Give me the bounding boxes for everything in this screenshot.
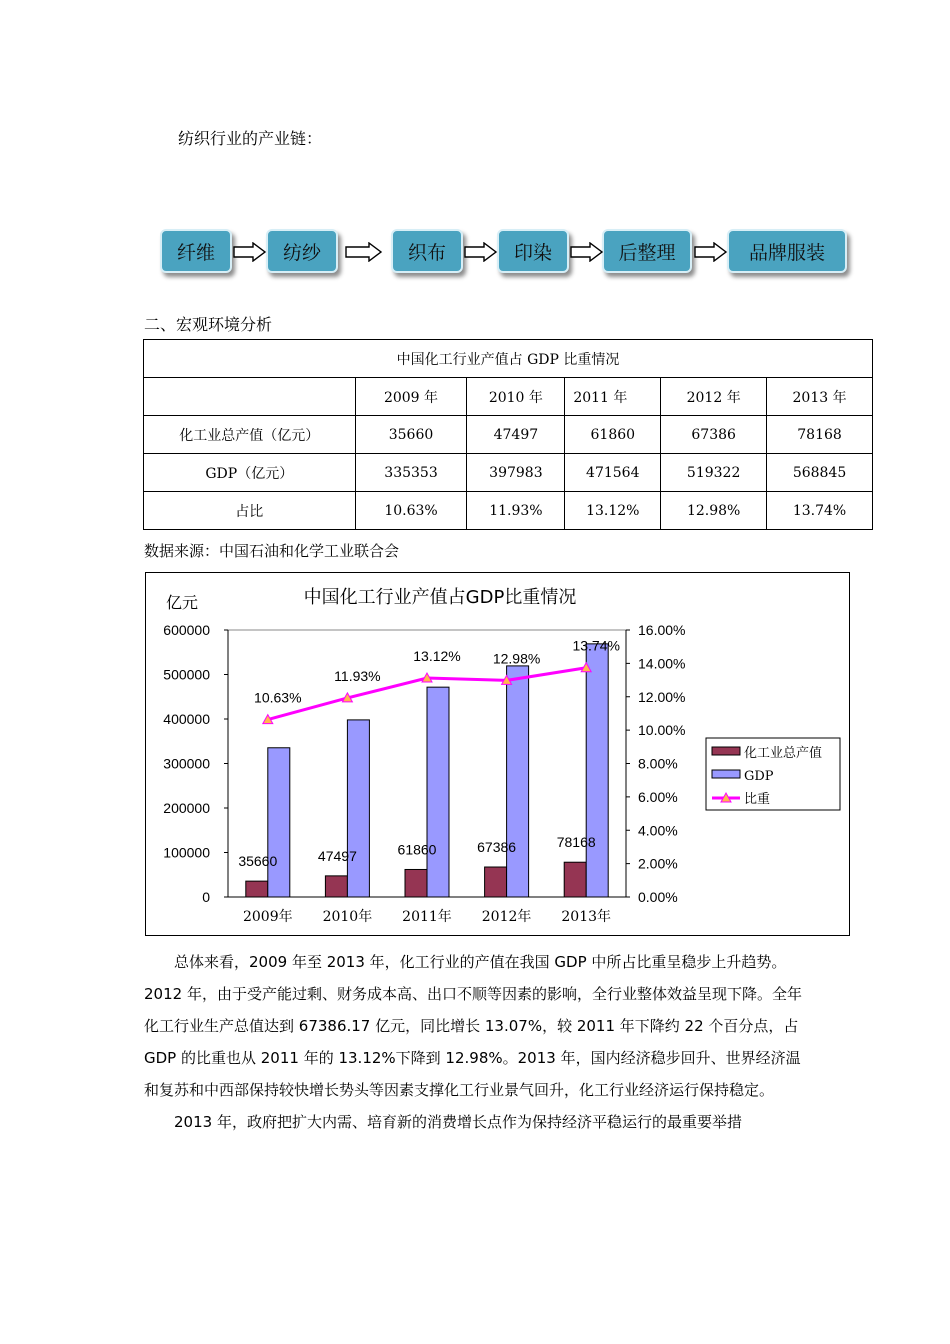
legend-swatch bbox=[712, 770, 740, 778]
arrow-right-icon bbox=[233, 242, 267, 262]
line-data-label: 13.12% bbox=[413, 648, 461, 665]
chart-title: 中国化工行业产值占GDP比重情况 bbox=[303, 587, 577, 608]
bar bbox=[485, 867, 507, 897]
table-title: 中国化工行业产值占 GDP 比重情况 bbox=[144, 340, 873, 378]
table-cell: 78168 bbox=[767, 416, 873, 454]
section-heading: 二、宏观环境分析 bbox=[144, 315, 273, 334]
table-cell: 519322 bbox=[661, 454, 767, 492]
bar bbox=[268, 748, 290, 897]
table-header-cell: 2009 年 bbox=[355, 378, 467, 416]
table-cell: 335353 bbox=[355, 454, 467, 492]
body-text bbox=[144, 946, 808, 1138]
table-header-cell: 2011 年 bbox=[565, 378, 661, 416]
y-axis-label: 亿元 bbox=[166, 593, 199, 612]
x-tick-label: 2009年 bbox=[242, 909, 293, 925]
table-header-cell: 2013 年 bbox=[767, 378, 873, 416]
legend-label: 化工业总产值 bbox=[744, 746, 823, 761]
table-cell: 10.63% bbox=[355, 492, 467, 530]
bar bbox=[405, 869, 427, 897]
paragraph: 总体来看，2009 年至 2013 年，化工行业的产值在我国 GDP 中所占比重呈稳步上升趋势。2012 年，由于受产能过剩、财务成本高、出口不顺等因素的影响，全行业整体效益呈现下降。全年化工行业生产总值达到 67386.17 亿元，同比增长 13.07%，较 2011 年下降约 22 个百分点，占 GDP 的比重也从 2011 年的 13.12%下降到 12.98%。2013 年，国内经济稳步回升、世界经济温和复苏和中西部保持较快增长势头等因素支撑化工行业景气回升，化工行业经济运行保持稳定。 bbox=[144, 953, 802, 1099]
table-cell: 47497 bbox=[467, 416, 565, 454]
table-row bbox=[144, 492, 873, 530]
x-tick-label: 2010年 bbox=[322, 909, 373, 925]
bar bbox=[586, 644, 608, 897]
bar bbox=[427, 687, 449, 897]
bar bbox=[325, 876, 347, 897]
table-cell: 13.74% bbox=[767, 492, 873, 530]
bar-data-label: 78168 bbox=[556, 834, 596, 851]
bar-data-label: 67386 bbox=[477, 839, 517, 856]
arrow-right-icon bbox=[694, 242, 728, 262]
y-tick-label: 100000 bbox=[163, 844, 210, 861]
y-tick-label: 200000 bbox=[163, 800, 210, 816]
chain-step: 品牌服装 bbox=[727, 229, 847, 273]
y2-tick-label: 8.00% bbox=[638, 755, 678, 772]
line-data-label: 10.63% bbox=[254, 689, 302, 706]
y2-tick-label: 6.00% bbox=[638, 788, 678, 805]
table-cell: 占比 bbox=[144, 492, 356, 530]
y2-tick-label: 14.00% bbox=[638, 655, 686, 672]
line-data-label: 11.93% bbox=[334, 667, 381, 684]
y2-tick-label: 12.00% bbox=[638, 688, 686, 705]
bar-data-label: 35660 bbox=[238, 853, 278, 870]
x-tick-label: 2011年 bbox=[402, 909, 452, 925]
paragraph: 2013 年，政府把扩大内需、培育新的消费增长点作为保持经济平稳运行的最重要举措 bbox=[174, 1113, 742, 1131]
table-cell: 12.98% bbox=[661, 492, 767, 530]
chain-step: 后整理 bbox=[602, 229, 692, 273]
arrow-right-icon bbox=[345, 242, 383, 262]
table-cell: 397983 bbox=[467, 454, 565, 492]
y2-tick-label: 2.00% bbox=[638, 855, 678, 872]
bar bbox=[347, 720, 369, 897]
y-tick-label: 500000 bbox=[163, 666, 210, 683]
y2-tick-label: 4.00% bbox=[638, 822, 678, 839]
arrow-right-icon bbox=[570, 242, 604, 262]
table-header-row bbox=[144, 378, 873, 416]
table-header-cell: 2010 年 bbox=[467, 378, 565, 416]
table-cell: 11.93% bbox=[467, 492, 565, 530]
y2-tick-label: 16.00% bbox=[638, 622, 686, 638]
chart-frame bbox=[145, 572, 850, 936]
y-tick-label: 600000 bbox=[163, 622, 210, 638]
table-cell: 568845 bbox=[767, 454, 873, 492]
arrow-right-icon bbox=[464, 242, 498, 262]
y-tick-label: 300000 bbox=[163, 755, 210, 772]
table-row bbox=[144, 454, 873, 492]
table-cell: 化工业总产值（亿元） bbox=[144, 416, 356, 454]
chain-step: 印染 bbox=[497, 229, 569, 273]
data-table bbox=[143, 339, 873, 530]
bar bbox=[246, 881, 268, 897]
y-tick-label: 0 bbox=[202, 889, 210, 905]
bar-data-label: 47497 bbox=[317, 847, 357, 864]
table-header-cell: 2012 年 bbox=[661, 378, 767, 416]
combo-chart bbox=[146, 573, 849, 935]
table-cell: 67386 bbox=[661, 416, 767, 454]
y2-tick-label: 10.00% bbox=[638, 722, 686, 739]
chain-step: 织布 bbox=[391, 229, 463, 273]
x-tick-label: 2013年 bbox=[561, 909, 612, 925]
table-cell: 35660 bbox=[355, 416, 467, 454]
line-data-label: 13.74% bbox=[572, 637, 620, 654]
chain-step: 纤维 bbox=[160, 229, 232, 273]
legend-label: 比重 bbox=[744, 792, 771, 807]
source-note: 数据来源：中国石油和化学工业联合会 bbox=[144, 542, 400, 560]
legend-label: GDP bbox=[744, 769, 774, 784]
bar-data-label: 61860 bbox=[397, 841, 437, 858]
table-cell: 13.12% bbox=[565, 492, 661, 530]
y2-tick-label: 0.00% bbox=[638, 889, 678, 905]
y-tick-label: 400000 bbox=[163, 711, 210, 727]
line-data-label: 12.98% bbox=[492, 650, 541, 667]
table-row bbox=[144, 416, 873, 454]
table-cell: 61860 bbox=[565, 416, 661, 454]
intro-label: 纺织行业的产业链： bbox=[178, 129, 323, 148]
x-tick-label: 2012年 bbox=[481, 909, 532, 925]
chain-step: 纺纱 bbox=[266, 229, 338, 273]
bar bbox=[564, 862, 586, 897]
legend-swatch bbox=[712, 747, 740, 755]
bar bbox=[507, 666, 529, 897]
table-cell: GDP（亿元） bbox=[144, 454, 356, 492]
table-title-row bbox=[144, 340, 873, 378]
table-header-cell bbox=[144, 378, 356, 416]
table-cell: 471564 bbox=[565, 454, 661, 492]
